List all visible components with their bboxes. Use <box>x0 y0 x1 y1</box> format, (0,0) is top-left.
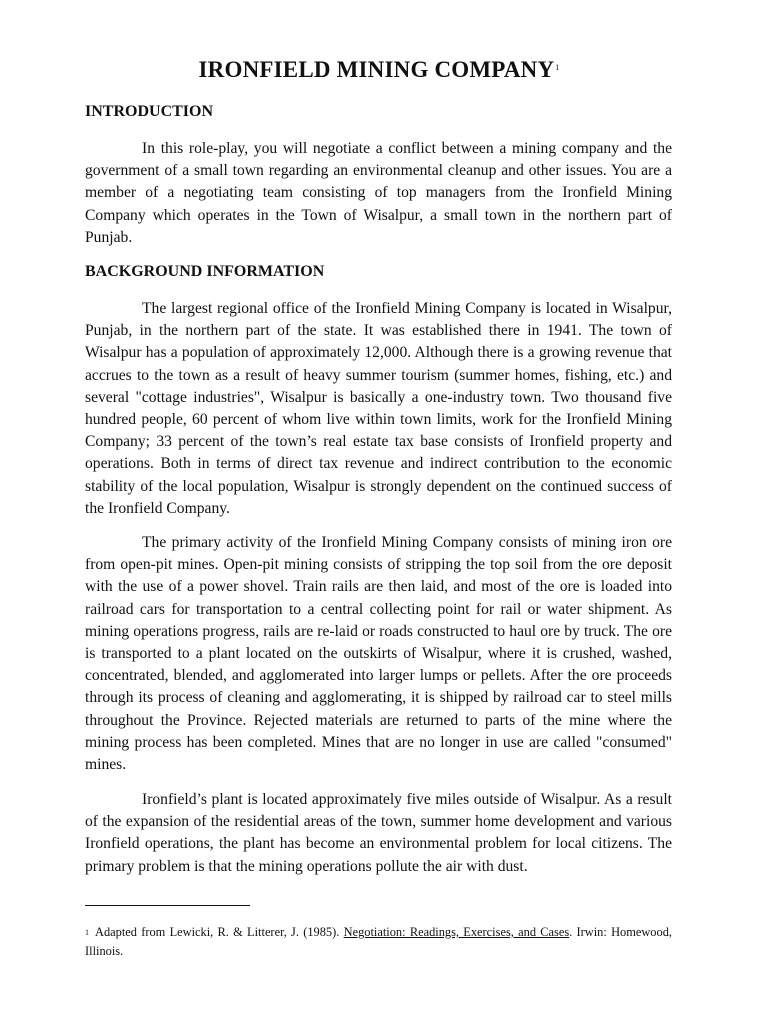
footnote <box>85 923 672 961</box>
paragraph-background-1: The largest regional office of the Ironfield Mining Company is located in Wisalpur, Punjab, in the northern part of the state. It was established there in 1941. The town of Wisalpur has a population of approximately 12,000. Although there is a growing revenue that accrues to the town as a result of heavy summer tourism (summer homes, fishing, etc.) and several "cottage industries", Wisalpur is basically a one-industry town. Two thousand five hundred people, 60 percent of whom live within town limits, work for the Ironfield Mining Company; 33 percent of the town’s real estate tax base consists of Ironfield property and operations. Both in terms of direct tax revenue and indirect contribution to the economic stability of the local population, Wisalpur is strongly dependent on the continued success of the Ironfield Company. <box>85 300 672 517</box>
paragraph-background-2: The primary activity of the Ironfield Mining Company consists of mining iron ore from open-pit mines. Open-pit mining consists of stripping the top soil from the ore deposit with the use of a power shovel. Train rails are then laid, and most of the ore is loaded into railroad cars for transportation to a central collecting point for rail or water shipment. As mining operations progress, rails are re-laid or roads constructed to haul ore by truck. The ore is transported to a plant located on the outskirts of Wisalpur, where it is crushed, washed, concentrated, blended, and agglomerated into larger lumps or pellets. After the ore proceeds through its process of cleaning and agglomerating, it is shipped by railroad car to steel mills throughout the Province. Rejected materials are returned to parts of the mine where the mining process has been completed. Mines that are no longer in use are called "consumed" mines. <box>85 534 672 774</box>
footnote-text-before: Adapted from Lewicki, R. & Litterer, J. (1985). <box>95 925 344 939</box>
footnote-source-title: Negotiation: Readings, Exercises, and Cases <box>343 925 570 939</box>
paragraph-background-3: Ironfield’s plant is located approximately five miles outside of Wisalpur. As a result of the expansion of the residential areas of the town, summer home development and various Ironfield operations, the plant has become an environmental problem for local citizens. The primary problem is that the mining operations pollute the air with dust. <box>85 791 672 875</box>
section-heading-background: BACKGROUND INFORMATION <box>85 263 325 280</box>
document-title-text: IRONFIELD MINING COMPANY <box>198 57 555 82</box>
footnote-mark: 1 <box>85 928 89 937</box>
document-title <box>85 57 672 83</box>
section-heading-introduction: INTRODUCTION <box>85 103 214 120</box>
footnote-text-after: . Irwin: Homewood, Illinois. <box>85 925 672 958</box>
footnote-reference: 1 <box>555 63 560 72</box>
footnote-separator <box>85 905 250 906</box>
paragraph-introduction: In this role-play, you will negotiate a conflict between a mining company and the government of a small town regarding an environmental cleanup and other issues. You are a member of a negotiating team consisting of top managers from the Ironfield Mining Company which operates in the Town of Wisalpur, a small town in the northern part of Punjab. <box>85 140 672 246</box>
